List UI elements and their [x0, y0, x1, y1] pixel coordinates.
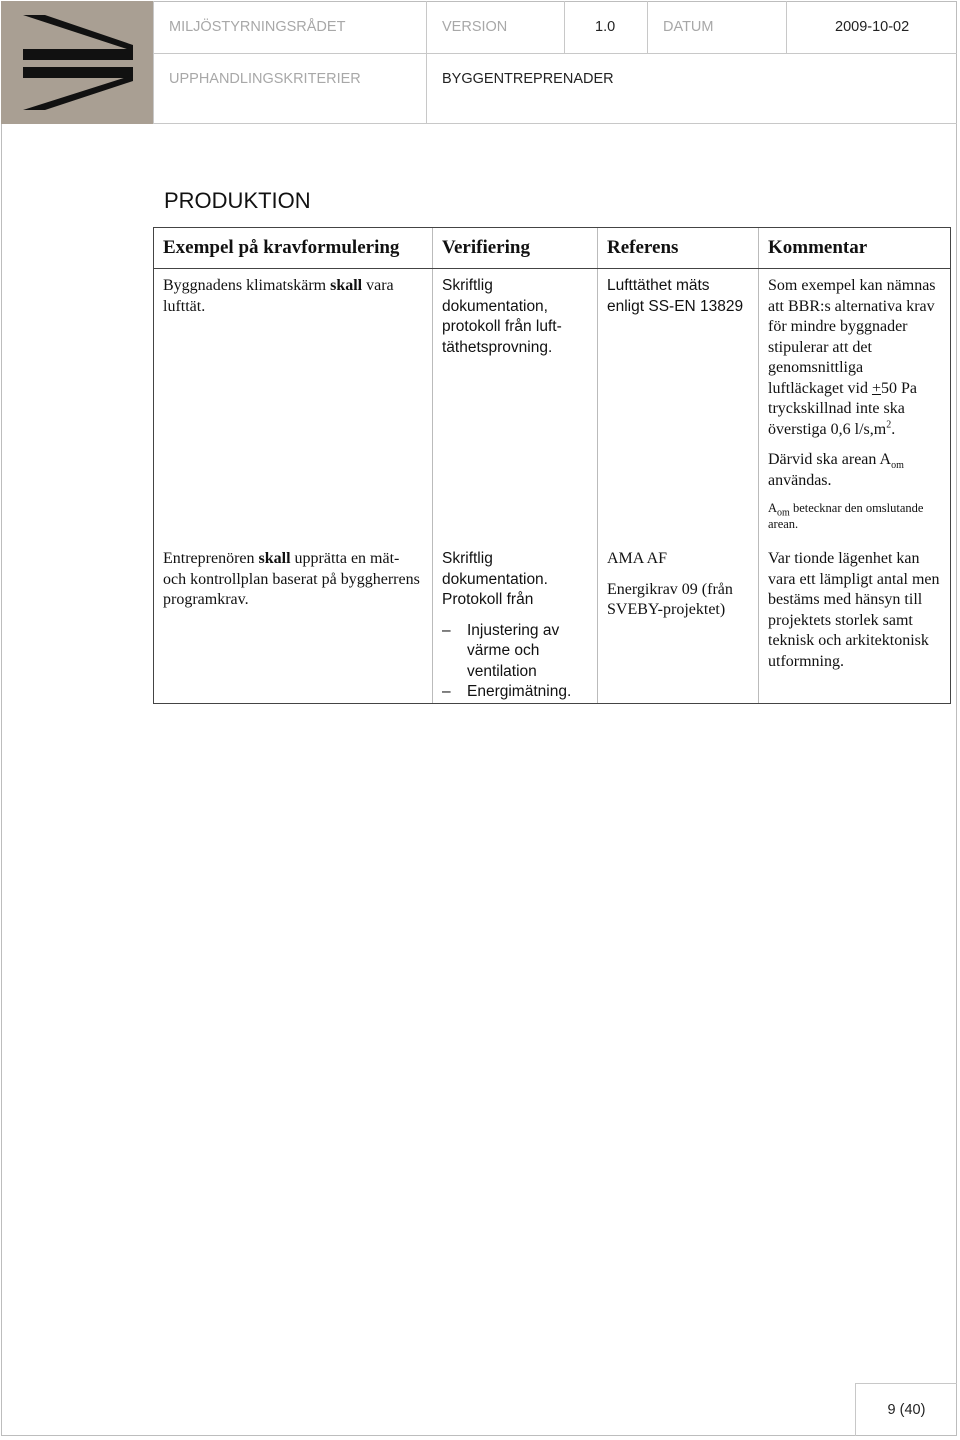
- date-label: DATUM: [647, 1, 786, 54]
- requirement-text: upprätta en mät- och kontrollplan baserat på byggherrens programkrav.: [163, 550, 420, 608]
- comment-cell: [759, 269, 951, 543]
- column-header: Exempel på kravformulering: [154, 228, 433, 269]
- list-item: – Injustering av värme och ventilation: [442, 621, 560, 680]
- arrow-logo-icon: [1, 1, 153, 124]
- column-header: Kommentar: [759, 228, 951, 269]
- table-row: [154, 542, 951, 703]
- column-header: Referens: [598, 228, 759, 269]
- verification-list: [442, 621, 588, 703]
- logo: [1, 1, 153, 124]
- list-item: – Energimätning.: [442, 683, 572, 700]
- section-title: PRODUKTION: [164, 188, 311, 213]
- document-header: [1, 1, 957, 124]
- comment-paragraph: Därvid ska arean $A_{om}$ användas.: [768, 451, 904, 489]
- version-value: 1.0: [564, 1, 647, 54]
- requirement-keyword: skall: [330, 277, 363, 294]
- doc-type: UPPHANDLINGSKRITERIER: [153, 54, 426, 124]
- table-row: [154, 269, 951, 543]
- requirement-cell: [154, 269, 433, 543]
- reference-cell: [598, 542, 759, 703]
- page-number: 9 (40): [855, 1383, 957, 1436]
- requirements-table: [153, 227, 951, 704]
- table-header-row: [154, 228, 951, 269]
- verification-cell: [433, 542, 598, 703]
- comment-cell: Var tionde lägenhet kan vara ett lämpligt antal men bestäms med hänsyn till projektets storlek samt teknisk och arkitektonisk utformning.: [759, 542, 951, 703]
- reference-cell: Lufttäthet mäts enligt SS-EN 13829: [598, 269, 759, 543]
- comment-note: $A_{om}$ betecknar den omslutande arean.: [768, 501, 924, 531]
- requirement-keyword: skall: [258, 550, 291, 567]
- requirement-text: Entreprenören: [163, 550, 259, 567]
- reference-text: Energikrav 09 (från SVEBY-projektet): [607, 580, 733, 618]
- page-frame: [1, 1, 957, 1436]
- requirement-text: vara lufttät.: [163, 277, 394, 315]
- verification-text: Skriftlig dokumentation. Protokoll från: [442, 550, 548, 608]
- date-value: 2009-10-02: [786, 1, 957, 54]
- category: BYGGENTREPRENADER: [426, 54, 957, 124]
- comment-paragraph: Som exempel kan nämnas att BBR:s alternativa krav för mindre byggnader stipulerar att det genomsnittliga luftläckaget vid +50 Pa tryckskillnad inte ska överstiga 0,6 $l/s,m^2$.: [768, 277, 936, 438]
- requirement-cell: [154, 542, 433, 703]
- verification-cell: Skriftlig dokumentation, protokoll från luft-täthetsprovning.: [433, 269, 598, 543]
- requirement-text: Byggnadens klimatskärm: [163, 277, 331, 294]
- version-label: VERSION: [426, 1, 564, 54]
- org-name: MILJÖSTYRNINGSRÅDET: [153, 1, 426, 54]
- column-header: Verifiering: [433, 228, 598, 269]
- reference-text: AMA AF: [607, 550, 668, 567]
